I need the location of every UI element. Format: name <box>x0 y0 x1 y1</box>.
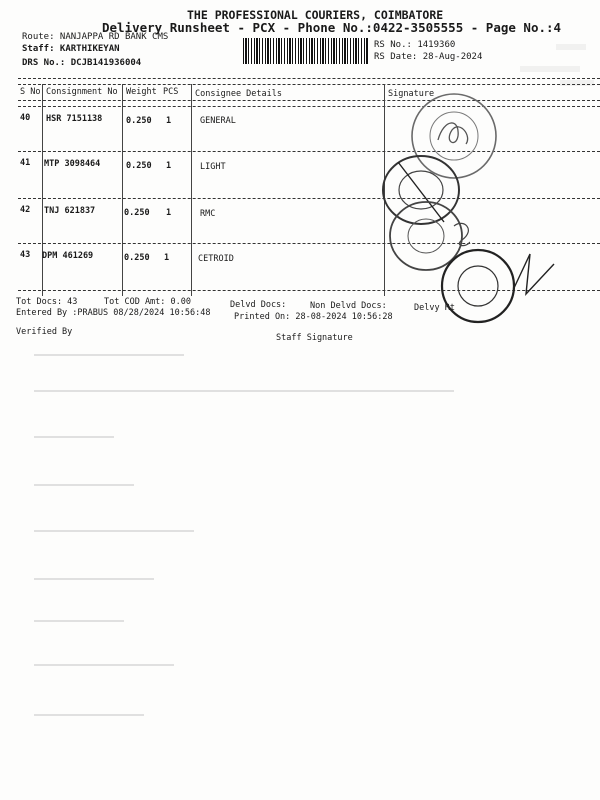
entered-by: Entered By :PRABUS 08/28/2024 10:56:48 <box>16 308 211 318</box>
header-pcs: PCS <box>163 87 179 97</box>
header-consignee: Consignee Details <box>195 89 282 99</box>
printed-on: Printed On: 28-08-2024 10:56:28 <box>234 312 393 322</box>
header-sno: S No <box>20 87 41 97</box>
delivery-rate: Delvy Rt <box>414 303 455 313</box>
row-consignee: LIGHT <box>200 162 226 172</box>
row-pcs: 1 <box>166 116 172 126</box>
row-weight: 0.250 <box>126 161 152 171</box>
header-weight: Weight <box>126 87 157 97</box>
row-pcs: 1 <box>166 208 172 218</box>
total-cod: Tot COD Amt: 0.00 <box>104 297 191 307</box>
row-weight: 0.250 <box>124 208 150 218</box>
row-consignment: MTP 3098464 <box>44 159 101 169</box>
verified-by: Verified By <box>16 327 73 337</box>
drs-number: DRS No.: DCJB141936004 <box>22 58 142 68</box>
rs-date: RS Date: 28-Aug-2024 <box>374 52 483 62</box>
header-consignment: Consignment No <box>46 87 118 97</box>
barcode-image <box>243 38 368 64</box>
rs-number: RS No.: 1419360 <box>374 40 456 50</box>
staff-text: Staff: KARTHIKEYAN <box>22 44 120 54</box>
row-sno: 41 <box>20 158 31 168</box>
row-pcs: 1 <box>164 253 170 263</box>
row-consignment: TNJ 621837 <box>44 206 96 216</box>
centroid-stamp-image <box>438 246 558 326</box>
header-signature: Signature <box>388 89 435 99</box>
route-text: Route: NANJAPPA RD BANK CMS <box>22 32 169 42</box>
row-pcs: 1 <box>166 161 172 171</box>
row-sno: 43 <box>20 250 31 260</box>
row-consignment: DPM 461269 <box>42 251 94 261</box>
row-sno: 40 <box>20 113 31 123</box>
row-sno: 42 <box>20 205 31 215</box>
row-consignee: RMC <box>200 209 216 219</box>
delivered-docs: Delvd Docs: <box>230 300 287 310</box>
company-name: THE PROFESSIONAL COURIERS, COIMBATORE <box>187 8 444 22</box>
non-delivered-docs: Non Delvd Docs: <box>310 301 387 311</box>
row-weight: 0.250 <box>126 116 152 126</box>
row-weight: 0.250 <box>124 253 150 263</box>
row-consignee: CETROID <box>198 254 234 264</box>
runsheet-title: Delivery Runsheet - PCX - Phone No.:0422-3505555 - Page No.:4 <box>102 20 562 35</box>
total-docs: Tot Docs: 43 <box>16 297 78 307</box>
row-consignment: HSR 7151138 <box>46 114 103 124</box>
staff-signature-label: Staff Signature <box>276 333 353 343</box>
row-consignee: GENERAL <box>200 116 236 126</box>
